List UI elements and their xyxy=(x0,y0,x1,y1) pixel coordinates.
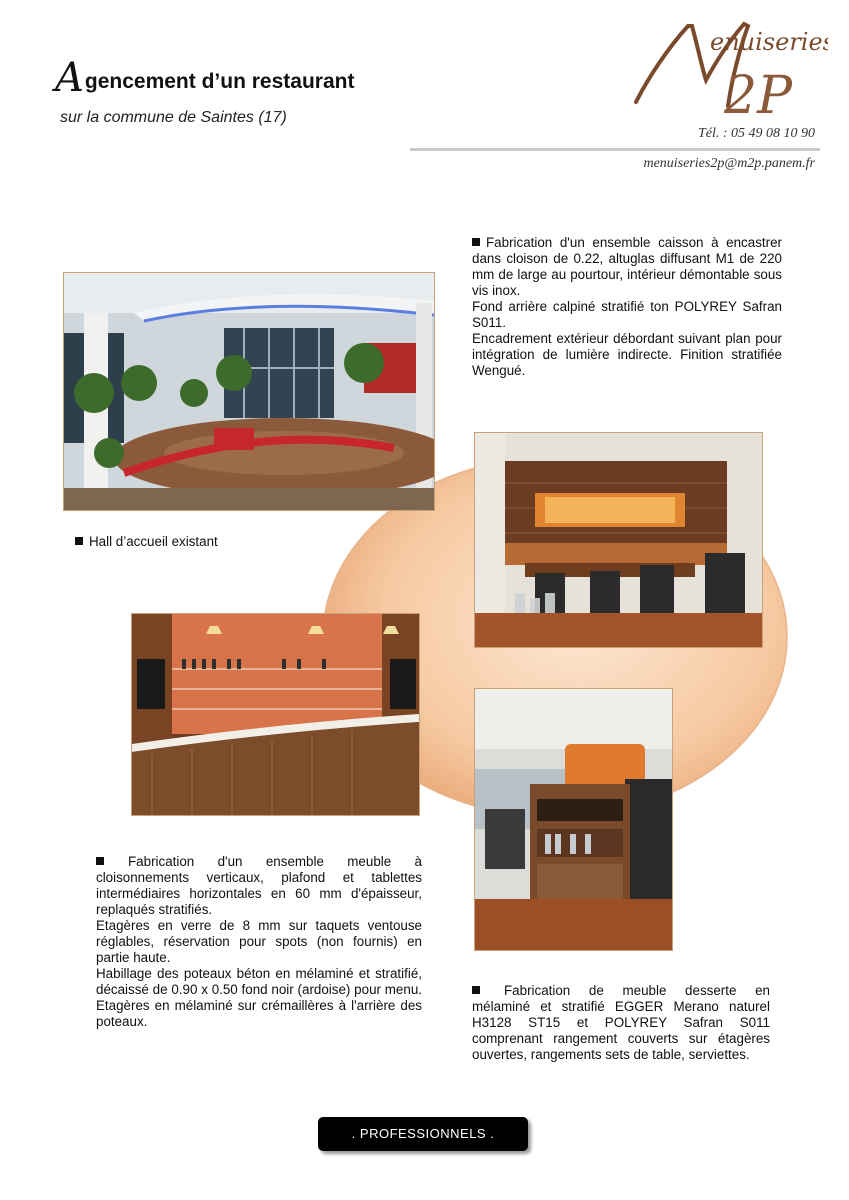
svg-text:2P: 2P xyxy=(724,66,793,124)
professionnels-button[interactable]: . PROFESSIONNELS . xyxy=(318,1117,528,1151)
hall-caption xyxy=(75,534,218,549)
banquette-photo xyxy=(474,432,763,648)
bullet-square-icon xyxy=(75,537,83,545)
page-subtitle: sur la commune de Saintes (17) xyxy=(60,109,287,126)
svg-text:enuiseries: enuiseries xyxy=(710,28,828,56)
header-divider xyxy=(410,148,820,151)
title-initial: A xyxy=(55,55,84,101)
bullet-square-icon xyxy=(472,238,480,246)
desserte-paragraph: Fabrication de meuble desserte en mélaminé et stratifié EGGER Merano naturel H3128 ST15 et POLYREY Safran S011 comprenant rangement couverts sur étagères ouvertes, rangements sets de table, serviettes. xyxy=(472,983,770,1062)
meuble-paragraph: Habillage des poteaux béton en mélaminé et stratifié, décaissé de 0.90 x 0.50 fond noir (ardoise) pour menu. Etagères en mélaminé sur crémaillères à l'arrière des poteaux. xyxy=(96,966,422,1029)
caisson-paragraph: Encadrement extérieur débordant suivant plan pour intégration de lumière indirecte. Finition stratifiée Wengué. xyxy=(472,331,782,378)
company-logo xyxy=(628,18,828,124)
bar-photo xyxy=(131,613,420,816)
hall-caption-text: Hall d’accueil existant xyxy=(89,534,218,549)
meuble-paragraph: Fabrication d'un ensemble meuble à cloisonnements verticaux, plafond et tablettes intermédiaires horizontales en 60 mm d'épaisseur, replaqués stratifiés. xyxy=(96,854,422,917)
caisson-paragraph: Fabrication d'un ensemble caisson à encastrer dans cloison de 0.22, altuglas diffusant M1 de 220 mm de large au pourtour, intérieur démontable sous vis inox. xyxy=(472,235,782,298)
caisson-description xyxy=(472,235,782,379)
desserte-description xyxy=(472,983,770,1063)
title-text: gencement d’un restaurant xyxy=(84,70,355,93)
page-title xyxy=(55,55,354,101)
bullet-square-icon xyxy=(96,857,104,865)
desserte-photo xyxy=(474,688,673,951)
meuble-description xyxy=(96,854,422,1030)
hall-photo xyxy=(63,272,435,511)
email-address: menuiseries2p@m2p.panem.fr xyxy=(643,156,815,171)
caisson-paragraph: Fond arrière calpiné stratifié ton POLYREY Safran S011. xyxy=(472,299,782,330)
bullet-square-icon xyxy=(472,986,480,994)
phone-number: Tél. : 05 49 08 10 90 xyxy=(697,126,815,141)
meuble-paragraph: Etagères en verre de 8 mm sur taquets ventouse réglables, réservation pour spots (non fournis) en partie haute. xyxy=(96,918,422,965)
